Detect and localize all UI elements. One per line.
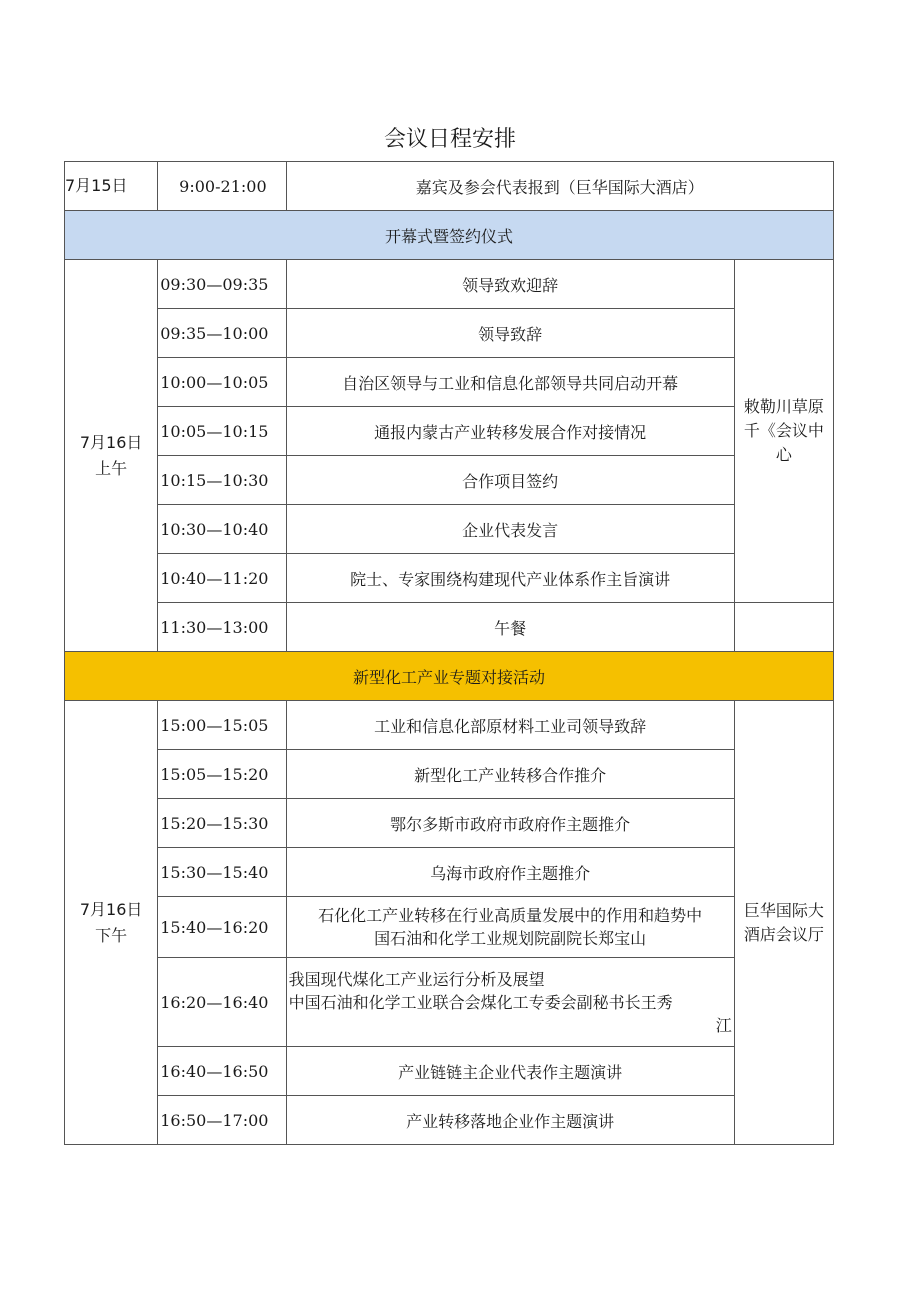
activity-cell: 嘉宾及参会代表报到（巨华国际大酒店） xyxy=(286,162,833,211)
time-cell: 11:30—13:00 xyxy=(158,603,286,652)
activity-cell: 领导致欢迎辞 xyxy=(286,260,734,309)
time-cell: 16:20—16:40 xyxy=(158,958,286,1047)
section-heading-chemical: 新型化工产业专题对接活动 xyxy=(65,652,834,701)
table-row xyxy=(65,701,834,750)
table-row xyxy=(65,750,834,799)
section-heading-row xyxy=(65,211,834,260)
time-cell: 09:35—10:00 xyxy=(158,309,286,358)
activity-cell: 通报内蒙古产业转移发展合作对接情况 xyxy=(286,407,734,456)
activity-line: 石化化工产业转移在行业高质量发展中的作用和趋势中 xyxy=(318,906,703,925)
activity-line: 江 xyxy=(715,1015,732,1035)
date-line: 下午 xyxy=(95,925,128,945)
activity-line: 中国石油和化学工业联合会煤化工专委会副秘书长王秀 xyxy=(288,992,673,1012)
table-row xyxy=(65,358,834,407)
activity-cell: 院士、专家围绕构建现代产业体系作主旨演讲 xyxy=(286,554,734,603)
time-cell: 15:40—16:20 xyxy=(158,897,286,958)
activity-cell: 合作项目签约 xyxy=(286,456,734,505)
activity-cell: 领导致辞 xyxy=(286,309,734,358)
table-row xyxy=(65,505,834,554)
date-line: 上午 xyxy=(95,458,128,478)
venue-line: 千《会议中 xyxy=(743,421,824,440)
activity-cell xyxy=(286,897,734,958)
activity-cell: 乌海市政府作主题推介 xyxy=(286,848,734,897)
time-cell: 15:00—15:05 xyxy=(158,701,286,750)
time-cell: 16:40—16:50 xyxy=(158,1047,286,1096)
time-cell: 15:05—15:20 xyxy=(158,750,286,799)
time-cell: 10:30—10:40 xyxy=(158,505,286,554)
date-cell-morning xyxy=(65,260,158,652)
table-row xyxy=(65,1096,834,1145)
time-cell: 16:50—17:00 xyxy=(158,1096,286,1145)
table-row xyxy=(65,958,834,1047)
activity-cell: 产业转移落地企业作主题演讲 xyxy=(286,1096,734,1145)
table-row xyxy=(65,603,834,652)
date-line: 7月16日 xyxy=(79,432,143,452)
time-cell: 10:05—10:15 xyxy=(158,407,286,456)
date-line: 7月16日 xyxy=(79,899,143,919)
table-row xyxy=(65,848,834,897)
activity-cell: 午餐 xyxy=(286,603,734,652)
table-row xyxy=(65,456,834,505)
table-row xyxy=(65,799,834,848)
section-heading-opening: 开幕式暨签约仪式 xyxy=(65,211,834,260)
table-row xyxy=(65,407,834,456)
table-row xyxy=(65,309,834,358)
time-cell: 09:30—09:35 xyxy=(158,260,286,309)
activity-line: 国石油和化学工业规划院副院长郑宝山 xyxy=(374,929,647,948)
section-heading-row xyxy=(65,652,834,701)
venue-line: 酒店会议厅 xyxy=(743,924,824,944)
activity-cell: 新型化工产业转移合作推介 xyxy=(286,750,734,799)
time-cell: 10:40—11:20 xyxy=(158,554,286,603)
table-row xyxy=(65,554,834,603)
time-cell: 9:00-21:00 xyxy=(158,162,286,211)
activity-cell xyxy=(286,958,734,1047)
table-row xyxy=(65,162,834,211)
time-cell: 10:00—10:05 xyxy=(158,358,286,407)
activity-cell: 自治区领导与工业和信息化部领导共同启动开幕 xyxy=(286,358,734,407)
table-row xyxy=(65,1047,834,1096)
activity-cell: 企业代表发言 xyxy=(286,505,734,554)
venue-line: 巨华国际大 xyxy=(743,900,824,920)
date-cell-afternoon xyxy=(65,701,158,1145)
venue-cell-empty xyxy=(734,603,833,652)
time-cell: 15:20—15:30 xyxy=(158,799,286,848)
schedule-table xyxy=(64,161,834,1145)
time-cell: 10:15—10:30 xyxy=(158,456,286,505)
date-cell: 7月15日 xyxy=(65,162,158,211)
activity-cell: 鄂尔多斯市政府市政府作主题推介 xyxy=(286,799,734,848)
activity-line: 我国现代煤化工产业运行分析及展望 xyxy=(288,969,545,989)
table-row xyxy=(65,260,834,309)
venue-cell-afternoon xyxy=(734,701,833,1145)
activity-cell: 产业链链主企业代表作主题演讲 xyxy=(286,1047,734,1096)
venue-cell-morning xyxy=(734,260,833,603)
time-cell: 15:30—15:40 xyxy=(158,848,286,897)
venue-line: 心 xyxy=(775,445,792,464)
venue-line: 敕勒川草原 xyxy=(743,397,824,416)
table-row xyxy=(65,897,834,958)
activity-cell: 工业和信息化部原材料工业司领导致辞 xyxy=(286,701,734,750)
page-title: 会议日程安排 xyxy=(383,127,516,152)
